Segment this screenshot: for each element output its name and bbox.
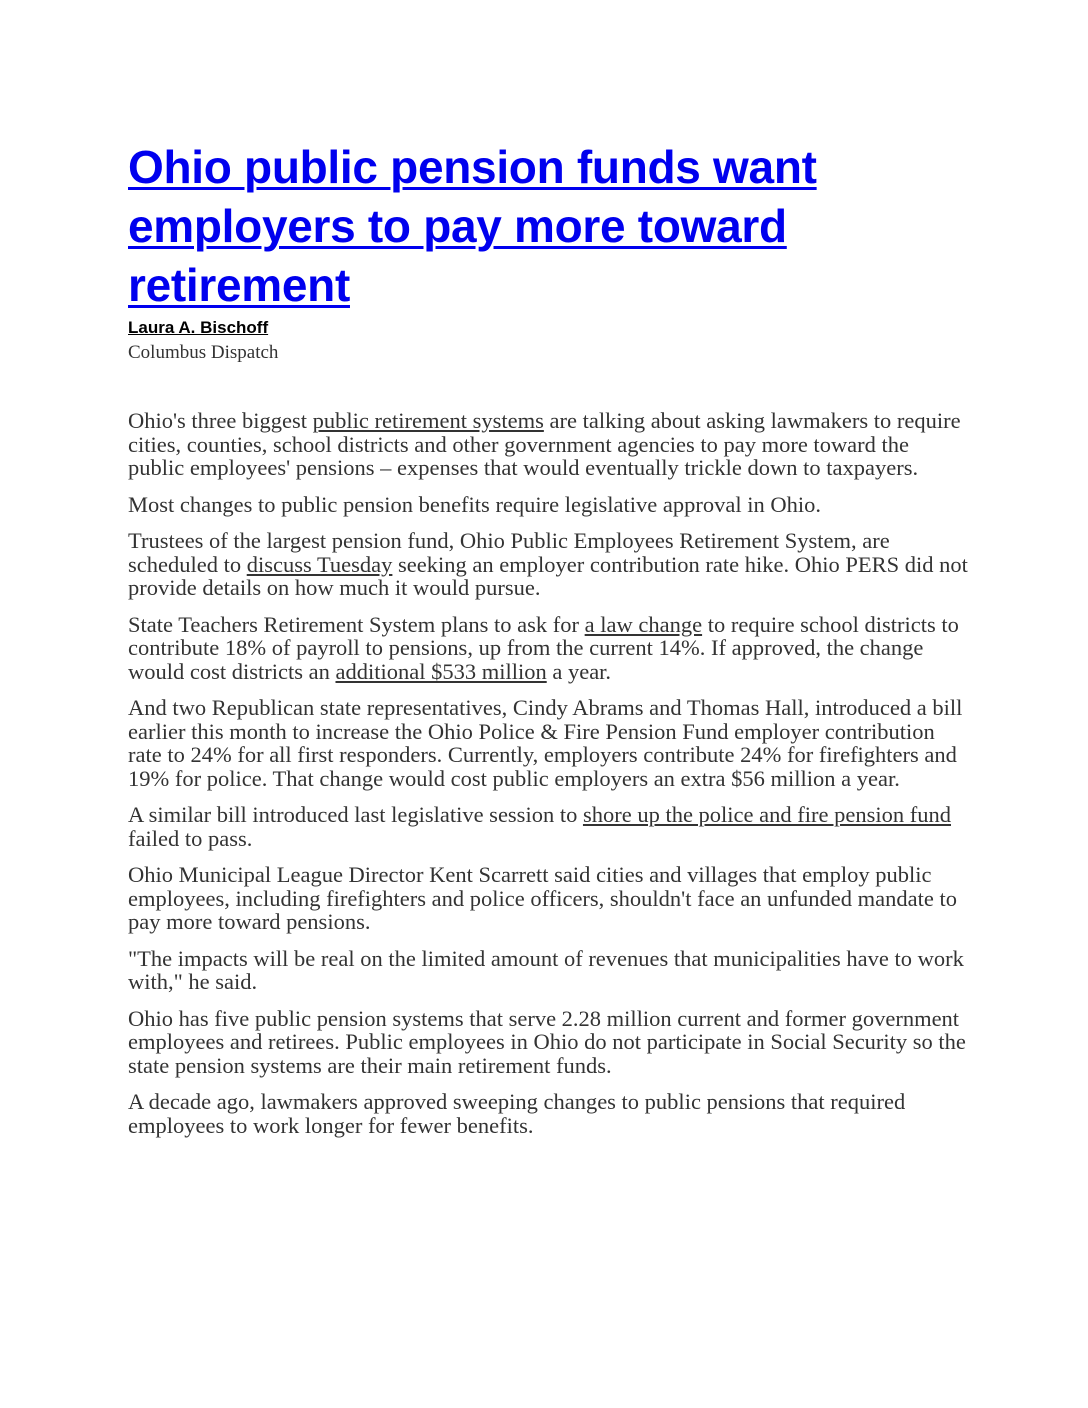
text: failed to pass. (128, 825, 253, 851)
paragraph-7: Ohio Municipal League Director Kent Scarrett said cities and villages that employ public employees, including firefighters and police officers, shouldn't face an unfunded mandate to pay more toward pensions. (128, 862, 957, 934)
law-change-link[interactable]: a law change (584, 611, 703, 637)
paragraph-2: Most changes to public pension benefits require legislative approval in Ohio. (128, 491, 821, 517)
text: to require school districts to contribute 18% of payroll to pensions, up from the current 14%. If approved, the change would cost districts an (128, 611, 959, 684)
text: are talking about asking lawmakers to require cities, counties, school districts and other government agencies to pay more toward the public employees' pensions – expenses that would eventually trickle down to taxpayers. (128, 408, 961, 480)
additional-cost-link[interactable]: additional $533 million (335, 658, 547, 684)
paragraph-8: "The impacts will be real on the limited amount of revenues that municipalities have to work with," he said. (128, 945, 964, 994)
paragraph-5: And two Republican state representatives, Cindy Abrams and Thomas Hall, introduced a bill earlier this month to increase the Ohio Police & Fire Pension Fund employer contribution rate to 24% for all first responders. Currently, employers contribute 24% for firefighters and 19% for police. That change would cost public employers an extra $56 million a year. (128, 695, 963, 791)
byline (128, 317, 968, 339)
headline-link[interactable]: Ohio public pension funds want employers to pay more toward retirement (128, 141, 817, 311)
outlet-name: Columbus Dispatch (128, 342, 279, 363)
paragraph-1 (128, 409, 968, 480)
article (128, 138, 968, 1150)
text: seeking an employer contribution rate hike. Ohio PERS did not provide details on how much it would pursue. (128, 551, 968, 600)
paragraph-3 (128, 529, 968, 600)
text: A similar bill introduced last legislative session to (128, 802, 583, 827)
article-body (128, 409, 968, 1137)
text: Ohio's three biggest (128, 408, 313, 433)
author-link[interactable]: Laura A. Bischoff (128, 318, 269, 337)
police-fire-pension-link[interactable]: shore up the police and fire pension fund (582, 802, 951, 827)
paragraph-6 (128, 803, 968, 850)
paragraph-9: Ohio has five public pension systems that serve 2.28 million current and former government employees and retirees. Public employees in Ohio do not participate in Social Security so the state pension systems are their main retirement funds. (128, 1005, 966, 1078)
paragraph-10: A decade ago, lawmakers approved sweeping changes to public pensions that required employees to work longer for fewer benefits. (128, 1089, 906, 1138)
headline (128, 138, 968, 315)
text: a year. (546, 658, 612, 684)
public-retirement-systems-link[interactable]: public retirement systems (312, 408, 544, 433)
paragraph-4 (128, 613, 968, 684)
text: Trustees of the largest pension fund, Ohio Public Employees Retirement System, are scheduled to (128, 528, 890, 577)
discuss-tuesday-link[interactable]: discuss Tuesday (246, 551, 393, 577)
text: State Teachers Retirement System plans to ask for (128, 611, 585, 637)
